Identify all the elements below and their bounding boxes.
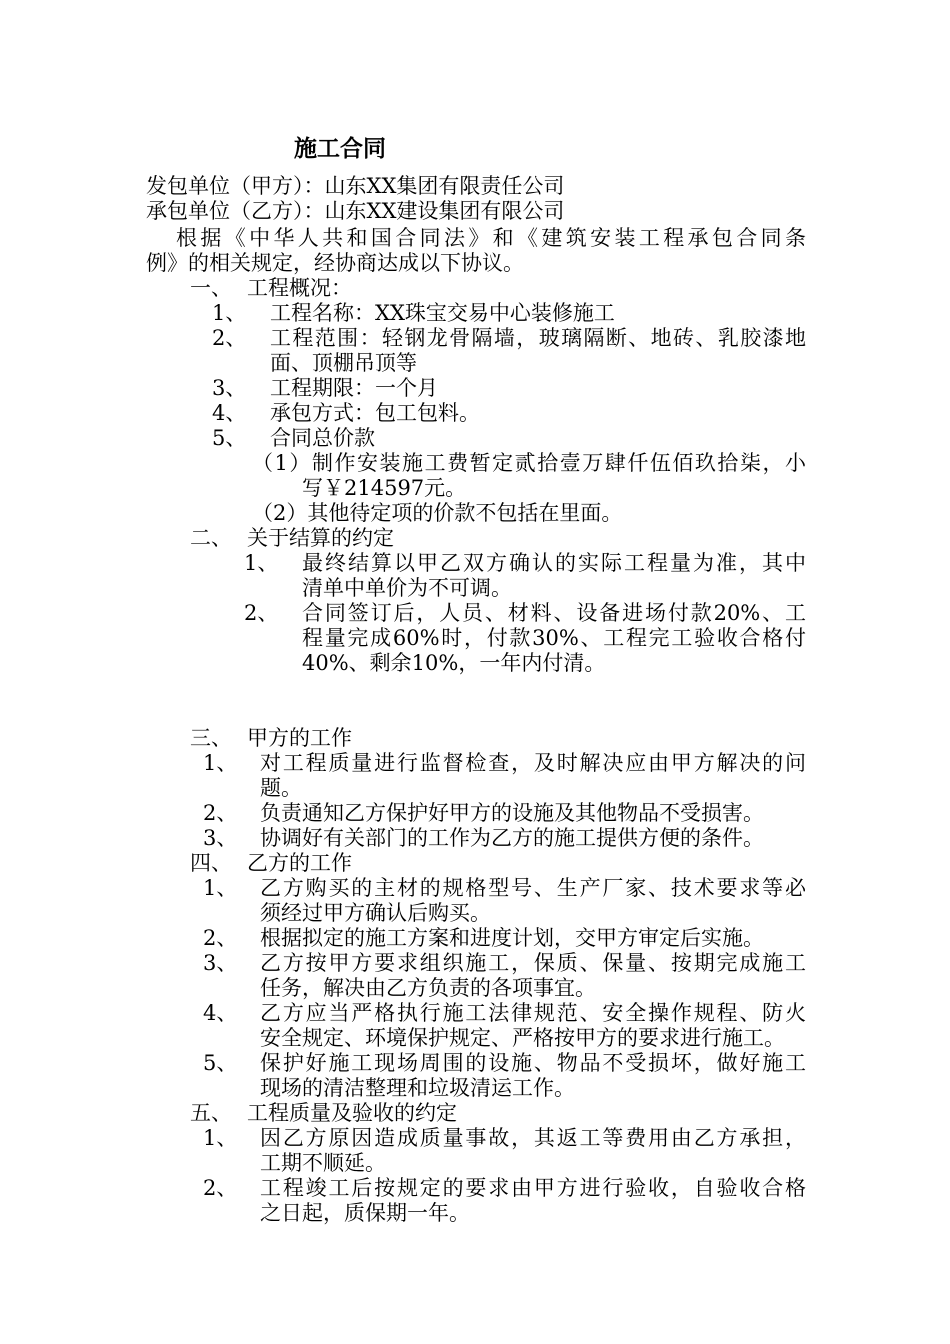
- item-number: 3、: [203, 826, 238, 850]
- sub-item-text: （2）其他待定项的价款不包括在里面。: [252, 501, 623, 525]
- item-text: 承包方式：包工包料。: [270, 401, 480, 425]
- item-number: 4、: [203, 1001, 238, 1025]
- item-text: 因乙方原因造成质量事故，其返工等费用由乙方承担，: [260, 1126, 806, 1150]
- section-heading: 关于结算的约定: [247, 526, 394, 550]
- item-text: 题。: [260, 776, 302, 800]
- item-text: 协调好有关部门的工作为乙方的施工提供方便的条件。: [260, 826, 764, 850]
- item-text: 负责通知乙方保护好甲方的设施及其他物品不受损害。: [260, 801, 764, 825]
- section-heading: 工程概况：: [247, 276, 352, 300]
- item-number: 2、: [203, 926, 238, 950]
- item-number: 1、: [244, 551, 279, 575]
- item-text: 工程期限：一个月: [270, 376, 438, 400]
- section-heading: 乙方的工作: [247, 851, 352, 875]
- item-text: 清单中单价为不可调。: [302, 576, 512, 600]
- item-text: 安全规定、环境保护规定、严格按甲方的要求进行施工。: [260, 1026, 785, 1050]
- party-b-line: 承包单位（乙方）：山东XX建设集团有限公司: [146, 199, 565, 223]
- item-number: 3、: [203, 951, 238, 975]
- section-number: 二、: [190, 526, 232, 550]
- item-number: 5、: [212, 426, 247, 450]
- item-text: 乙方应当严格执行施工法律规范、安全操作规程、防火: [260, 1001, 806, 1025]
- item-number: 1、: [203, 876, 238, 900]
- section-heading: 工程质量及验收的约定: [247, 1101, 457, 1125]
- item-text: 之日起，质保期一年。: [260, 1201, 470, 1225]
- item-text: 乙方按甲方要求组织施工，保质、保量、按期完成施工: [260, 951, 806, 975]
- document-title: 施工合同: [294, 136, 386, 162]
- item-number: 2、: [212, 326, 247, 350]
- item-text: 工程竣工后按规定的要求由甲方进行验收，自验收合格: [260, 1176, 806, 1200]
- item-text: 合同总价款: [270, 426, 375, 450]
- item-number: 1、: [212, 301, 247, 325]
- item-number: 1、: [203, 751, 238, 775]
- section-number: 五、: [190, 1101, 232, 1125]
- item-text: 工程范围：轻钢龙骨隔墙，玻璃隔断、地砖、乳胶漆地: [270, 326, 806, 350]
- item-number: 5、: [203, 1051, 238, 1075]
- item-number: 2、: [203, 1176, 238, 1200]
- item-text: 合同签订后，人员、材料、设备进场付款20%、工: [302, 601, 806, 625]
- item-number: 1、: [203, 1126, 238, 1150]
- section-number: 三、: [190, 726, 232, 750]
- item-text: 对工程质量进行监督检查，及时解决应由甲方解决的问: [260, 751, 806, 775]
- sub-item-text: （1）制作安装施工费暂定贰拾壹万肆仟伍佰玖拾柒，小: [252, 451, 806, 475]
- item-text: 保护好施工现场周围的设施、物品不受损坏，做好施工: [260, 1051, 806, 1075]
- item-text: 任务，解决由乙方负责的各项事宜。: [260, 976, 596, 1000]
- section-number: 一、: [190, 276, 232, 300]
- preamble-line: 例》的相关规定，经协商达成以下协议。: [146, 251, 524, 275]
- item-number: 2、: [203, 801, 238, 825]
- item-text: 现场的清洁整理和垃圾清运工作。: [260, 1076, 575, 1100]
- item-text: 最终结算以甲乙双方确认的实际工程量为准，其中: [302, 551, 806, 575]
- item-text: 乙方购买的主材的规格型号、生产厂家、技术要求等必: [260, 876, 806, 900]
- party-a-line: 发包单位（甲方）：山东XX集团有限责任公司: [146, 174, 565, 198]
- section-number: 四、: [190, 851, 232, 875]
- item-text: 工程名称：XX珠宝交易中心装修施工: [270, 301, 615, 325]
- item-text: 面、顶棚吊顶等: [270, 351, 417, 375]
- item-text: 须经过甲方确认后购买。: [260, 901, 491, 925]
- preamble-line: 根据《中华人共和国合同法》和《建筑安装工程承包合同条: [176, 226, 806, 250]
- section-heading: 甲方的工作: [247, 726, 352, 750]
- item-number: 2、: [244, 601, 279, 625]
- item-text: 工期不顺延。: [260, 1151, 386, 1175]
- item-text: 根据拟定的施工方案和进度计划，交甲方审定后实施。: [260, 926, 764, 950]
- item-text: 40%、剩余10%，一年内付清。: [302, 651, 606, 675]
- sub-item-text: 写￥214597元。: [302, 476, 467, 500]
- item-text: 程量完成60%时，付款30%、工程完工验收合格付: [302, 626, 806, 650]
- item-number: 3、: [212, 376, 247, 400]
- item-number: 4、: [212, 401, 247, 425]
